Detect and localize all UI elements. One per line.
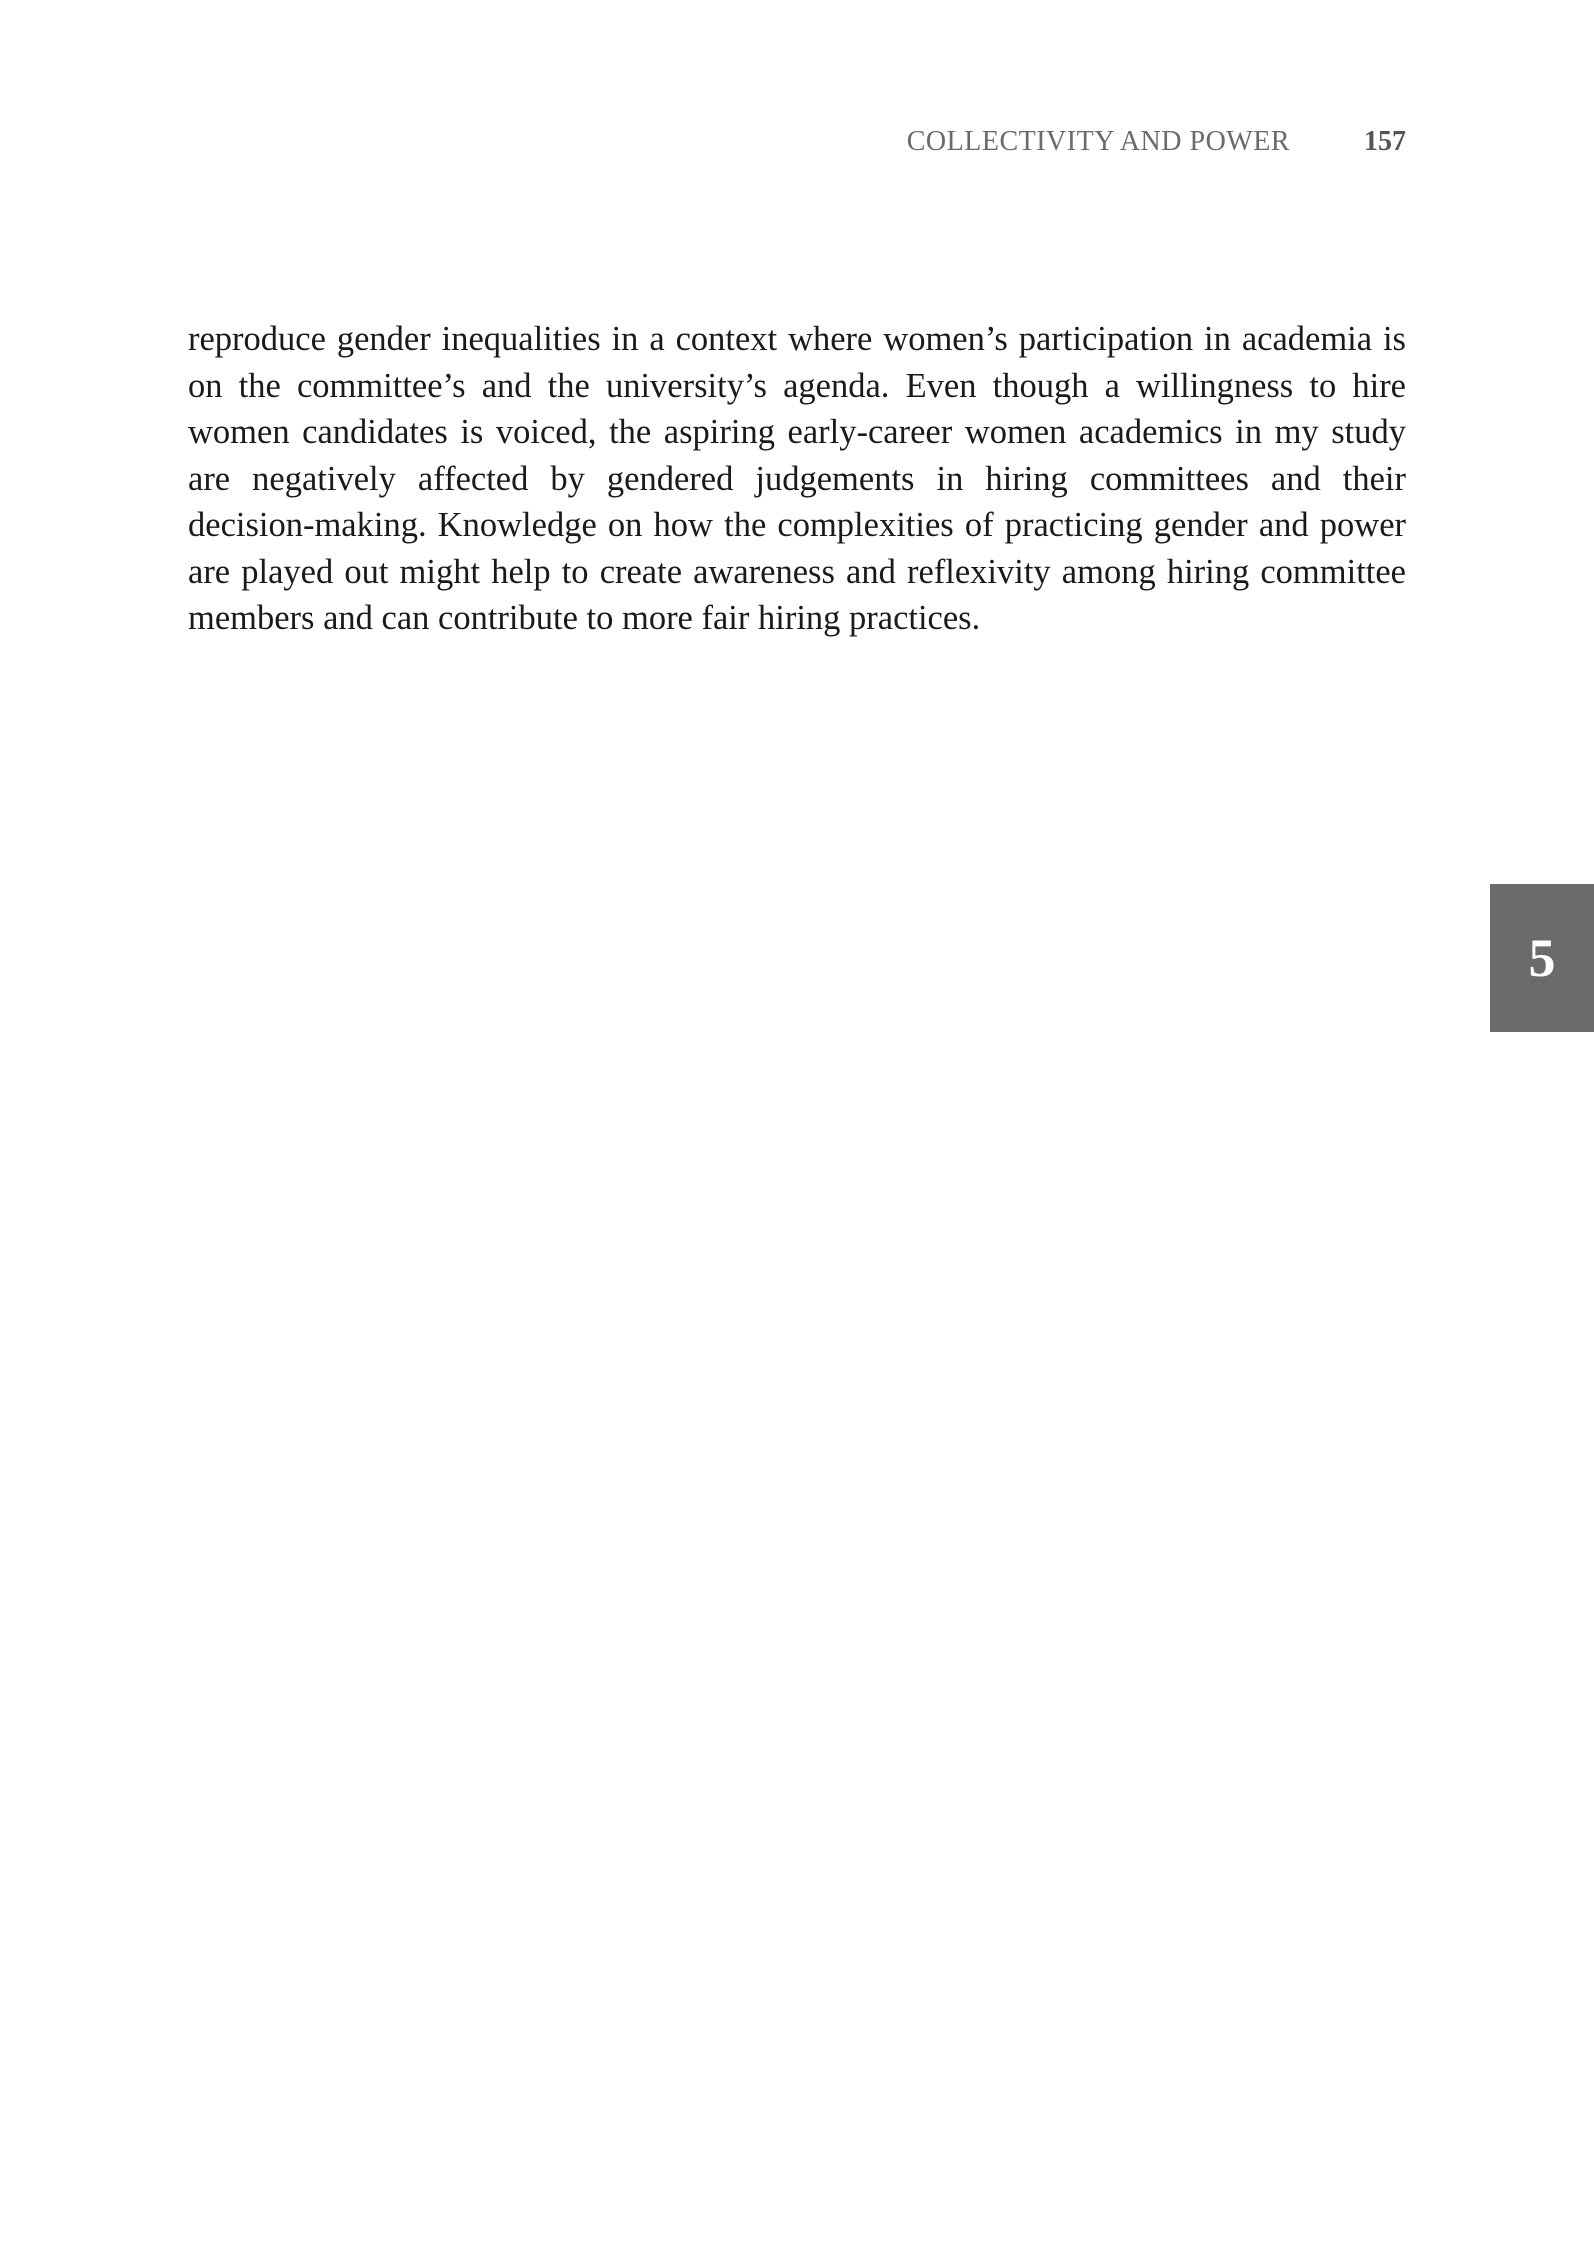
- chapter-tab-number: 5: [1528, 928, 1556, 988]
- page-number: 157: [1364, 126, 1406, 157]
- running-header: [907, 126, 1406, 158]
- body-paragraph: reproduce gender inequalities in a context where women’s participation in academia is on the committee’s and the university’s agenda. Even though a willingness to hire women candidates is voiced, the aspiring early-career women academics in my study are negatively affected by gendered judgements in hiring committees and their decision-making. Knowledge on how the complexities of practicing gender and power are played out might help to create awareness and reflexivity among hiring committee members and can contribute to more fair hiring practices.: [188, 320, 1406, 637]
- chapter-tab: [1490, 884, 1594, 1032]
- running-title: COLLECTIVITY AND POWER: [906, 126, 1290, 157]
